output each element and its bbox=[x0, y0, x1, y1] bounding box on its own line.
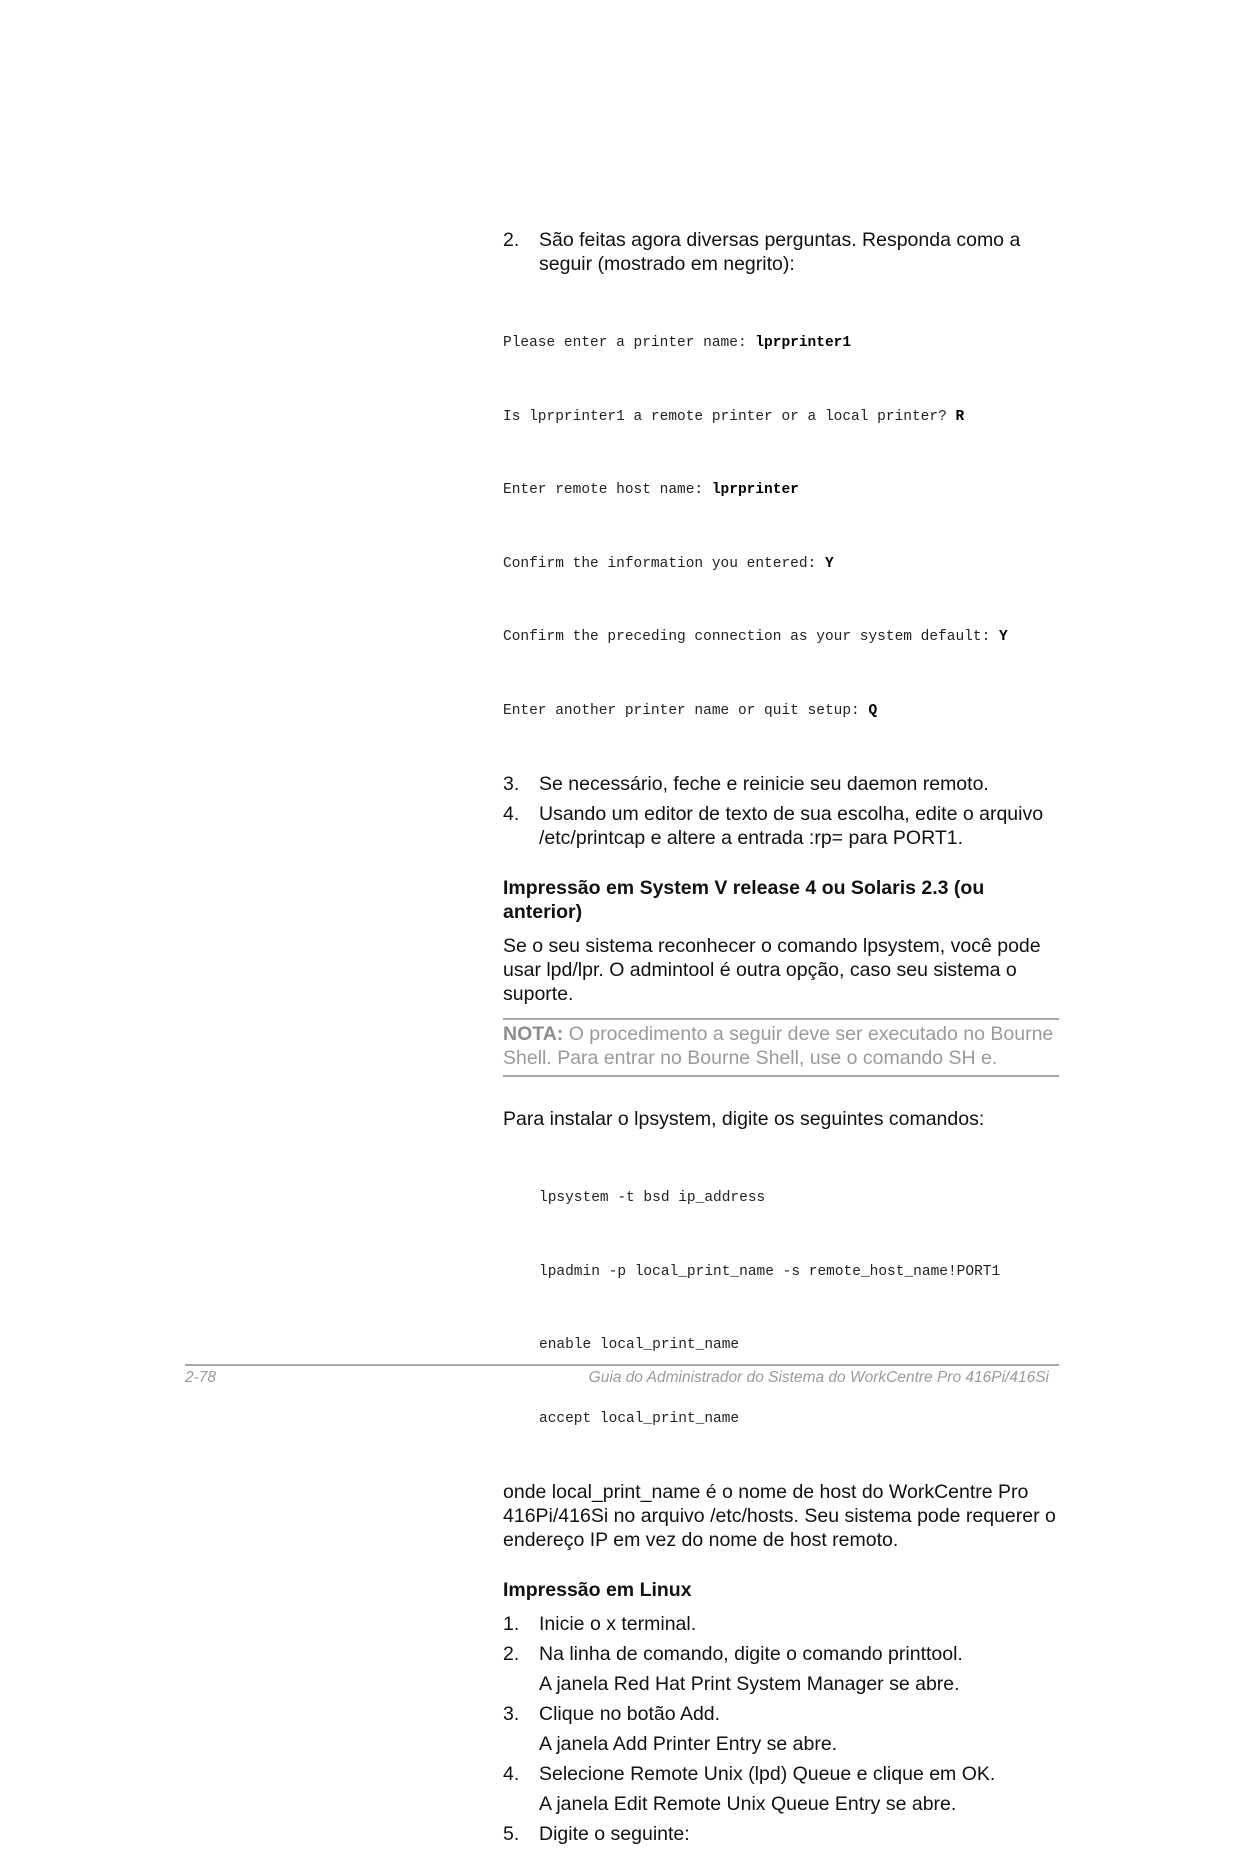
step-number: 2. bbox=[503, 1643, 520, 1665]
command-line: accept local_print_name bbox=[539, 1410, 740, 1427]
note-text: O procedimento a seguir deve ser executado no Bourne Shell. Para entrar no Bourne Shell, use o comando SH e. bbox=[503, 1023, 1054, 1069]
prompt-line bbox=[503, 699, 1059, 724]
linux-step-4 bbox=[503, 1762, 1059, 1786]
install-instructions: Para instalar o lpsystem, digite os seguintes comandos: bbox=[503, 1108, 985, 1130]
section-heading-linux: Impressão em Linux bbox=[503, 1579, 692, 1601]
step-result: A janela Add Printer Entry se abre. bbox=[539, 1733, 838, 1755]
prompt-line bbox=[503, 478, 1059, 503]
page-content bbox=[503, 228, 1059, 1852]
step-text: Se necessário, feche e reinicie seu daemon remoto. bbox=[539, 773, 989, 795]
prompt-answer: lprprinter bbox=[711, 482, 799, 498]
step-text: Digite o seguinte: bbox=[539, 1823, 690, 1845]
prompt-line bbox=[503, 552, 1059, 577]
step-2 bbox=[503, 228, 1059, 276]
prompt-text: Is lprprinter1 a remote printer or a local printer? bbox=[503, 408, 956, 425]
note-label: NOTA: bbox=[503, 1023, 564, 1045]
prompt-line bbox=[503, 331, 1059, 356]
page-number: 2-78 bbox=[185, 1369, 217, 1386]
step-result: A janela Red Hat Print System Manager se abre. bbox=[539, 1673, 960, 1695]
step-4 bbox=[503, 802, 1059, 850]
note-box bbox=[503, 1018, 1059, 1077]
prompt-text: Please enter a printer name: bbox=[503, 335, 756, 351]
prompt-answer: Y bbox=[998, 629, 1008, 645]
command-block bbox=[539, 1137, 1059, 1480]
step-text: Selecione Remote Unix (lpd) Queue e clique em OK. bbox=[539, 1763, 996, 1785]
step-text: Usando um editor de texto de sua escolha, edite o arquivo /etc/printcap e altere a entrada :rp= para PORT1. bbox=[539, 803, 1044, 849]
prompt-answer: Q bbox=[868, 702, 878, 719]
sysv-explanation: onde local_print_name é o nome de host do WorkCentre Pro 416Pi/416Si no arquivo /etc/hosts. Seu sistema pode requerer o endereço IP em vez do nome de host remoto. bbox=[503, 1481, 1056, 1551]
sysv-intro: Se o seu sistema reconhecer o comando lpsystem, você pode usar lpd/lpr. O admintool é outra opção, caso seu sistema o suporte. bbox=[503, 935, 1041, 1005]
step-number: 4. bbox=[503, 803, 520, 825]
step-number: 2. bbox=[503, 229, 520, 251]
prompt-answer: lprprinter1 bbox=[755, 335, 852, 351]
step-number: 4. bbox=[503, 1763, 520, 1785]
command-line: lpsystem -t bsd ip_address bbox=[539, 1190, 766, 1206]
command-line: lpadmin -p local_print_name -s remote_host_name!PORT1 bbox=[539, 1263, 1001, 1280]
step-number: 3. bbox=[503, 1703, 520, 1725]
step-text: Inicie o x terminal. bbox=[539, 1613, 697, 1635]
step-text: São feitas agora diversas perguntas. Responda como a seguir (mostrado em negrito): bbox=[539, 229, 1021, 275]
prompt-text: Confirm the preceding connection as your system default: bbox=[503, 629, 999, 645]
step-text: Na linha de comando, digite o comando printtool. bbox=[539, 1643, 963, 1665]
prompt-line bbox=[503, 405, 1059, 430]
step-text: Clique no botão Add. bbox=[539, 1703, 721, 1725]
section-heading-sysv: Impressão em System V release 4 ou Solaris 2.3 (ou anterior) bbox=[503, 877, 985, 923]
step-number: 5. bbox=[503, 1823, 520, 1845]
step-3 bbox=[503, 772, 1059, 796]
prompt-block bbox=[503, 282, 1059, 772]
linux-step-3 bbox=[503, 1702, 1059, 1726]
page-footer bbox=[185, 1364, 1059, 1387]
step-number: 3. bbox=[503, 773, 520, 795]
prompt-text: Confirm the information you entered: bbox=[503, 555, 825, 572]
prompt-answer: R bbox=[955, 408, 965, 425]
command-line: enable local_print_name bbox=[539, 1337, 740, 1353]
linux-step-2 bbox=[503, 1642, 1059, 1666]
step-result: A janela Edit Remote Unix Queue Entry se abre. bbox=[539, 1793, 957, 1815]
step-number: 1. bbox=[503, 1613, 520, 1635]
prompt-line bbox=[503, 625, 1059, 650]
prompt-answer: Y bbox=[824, 555, 834, 572]
linux-step-5 bbox=[503, 1822, 1059, 1846]
prompt-text: Enter remote host name: bbox=[503, 482, 712, 498]
linux-step-1 bbox=[503, 1612, 1059, 1636]
document-title: Guia do Administrador do Sistema do WorkCentre Pro 416Pi/416Si bbox=[588, 1369, 1049, 1386]
prompt-text: Enter another printer name or quit setup: bbox=[503, 702, 869, 719]
